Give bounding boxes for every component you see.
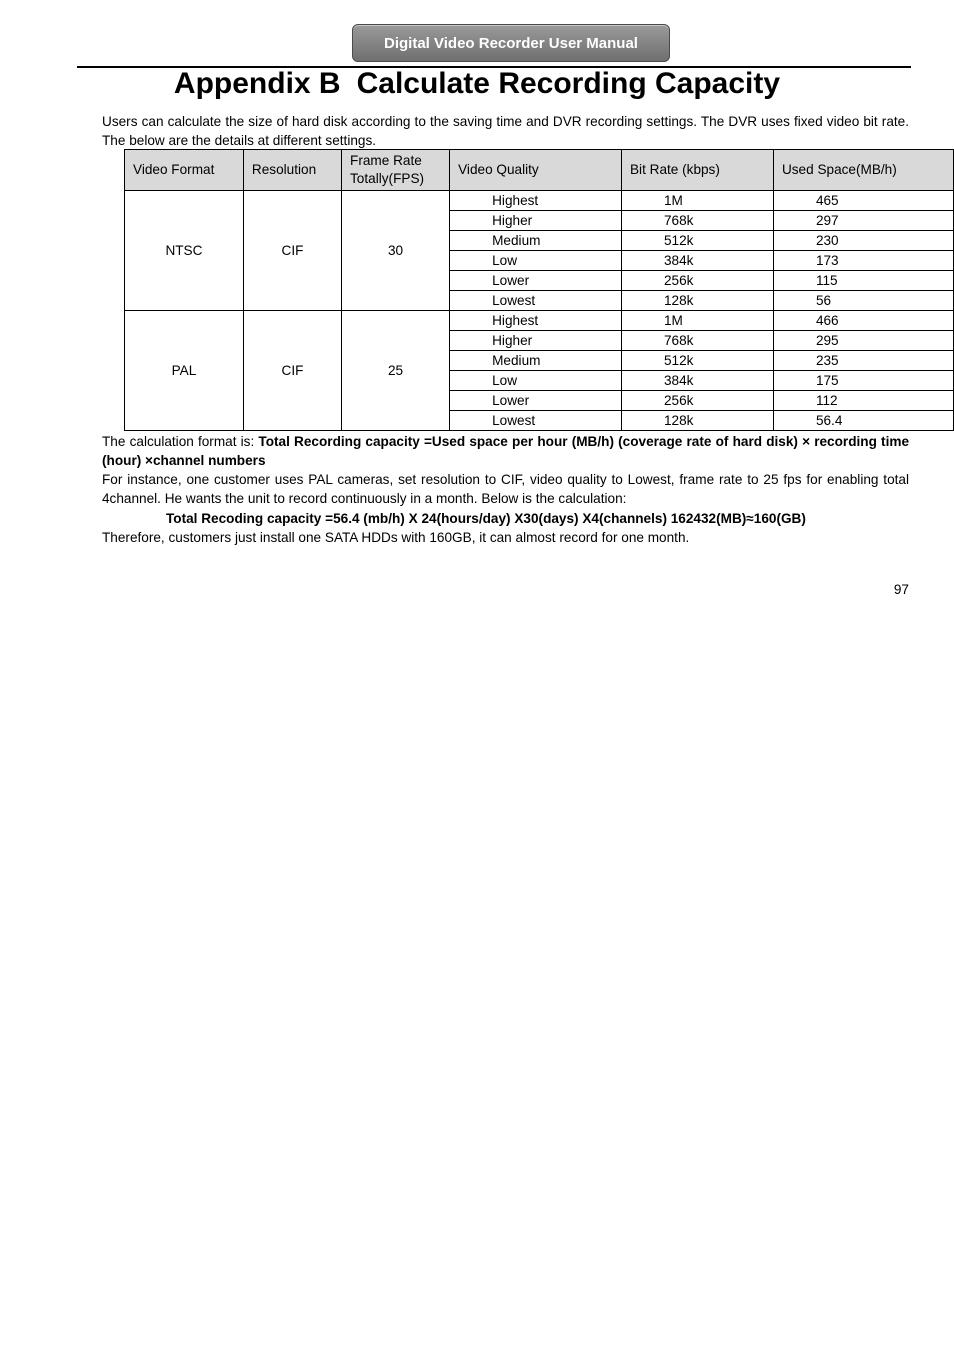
cell-quality: Higher xyxy=(450,211,622,231)
cell-format: PAL xyxy=(125,311,244,431)
cell-bitrate: 384k xyxy=(621,251,773,271)
cell-bitrate: 256k xyxy=(621,271,773,291)
cell-quality: Low xyxy=(450,371,622,391)
header-bit-rate: Bit Rate (kbps) xyxy=(621,150,773,191)
cell-bitrate: 768k xyxy=(621,331,773,351)
cell-resolution: CIF xyxy=(243,311,341,431)
cell-bitrate: 512k xyxy=(621,351,773,371)
cell-quality: Higher xyxy=(450,331,622,351)
cell-bitrate: 128k xyxy=(621,411,773,431)
cell-space: 56.4 xyxy=(773,411,953,431)
cell-bitrate: 1M xyxy=(621,311,773,331)
cell-space: 175 xyxy=(773,371,953,391)
cell-quality: Lower xyxy=(450,271,622,291)
cell-space: 112 xyxy=(773,391,953,411)
header-frame-rate: Frame Rate Totally(FPS) xyxy=(342,150,450,191)
cell-space: 295 xyxy=(773,331,953,351)
table-header-row xyxy=(125,150,954,191)
appendix-title: Calculate Recording Capacity xyxy=(356,67,781,100)
cell-fps: 25 xyxy=(342,311,450,431)
appendix-label: Appendix B xyxy=(173,67,341,100)
cell-space: 466 xyxy=(773,311,953,331)
cell-fps: 30 xyxy=(342,191,450,311)
cell-quality: Highest xyxy=(450,311,622,331)
calculation-line: Total Recoding capacity =56.4 (mb/h) X 24(hours/day) X30(days) X4(channels) 162432(MB)≈160(GB) xyxy=(166,511,806,526)
cell-space: 56 xyxy=(773,291,953,311)
cell-format: NTSC xyxy=(125,191,244,311)
cell-bitrate: 1M xyxy=(621,191,773,211)
cell-space: 235 xyxy=(773,351,953,371)
cell-space: 173 xyxy=(773,251,953,271)
cell-bitrate: 256k xyxy=(621,391,773,411)
header-video-format: Video Format xyxy=(125,150,244,191)
formula-lead: The calculation format is: xyxy=(102,434,259,449)
formula-text: Total Recording capacity =Used space per hour (MB/h) (coverage rate of hard disk) × recording time (hour) ×channel numbers xyxy=(102,434,909,468)
cell-quality: Lower xyxy=(450,391,622,411)
example-paragraph: For instance, one customer uses PAL cameras, set resolution to CIF, video quality to Lowest, frame rate to 25 fps for enabling total 4channel. He wants the unit to record continuously in a month. Below is the calculation: xyxy=(102,472,909,506)
cell-quality: Lowest xyxy=(450,411,622,431)
cell-space: 230 xyxy=(773,231,953,251)
conclusion-paragraph: Therefore, customers just install one SATA HDDs with 160GB, it can almost record for one month. xyxy=(102,530,690,545)
intro-paragraph: Users can calculate the size of hard disk according to the saving time and DVR recording settings. The DVR uses fixed video bit rate. The below are the details at different settings. xyxy=(102,114,909,148)
cell-bitrate: 768k xyxy=(621,211,773,231)
cell-space: 465 xyxy=(773,191,953,211)
cell-quality: Medium xyxy=(450,231,622,251)
header-resolution: Resolution xyxy=(243,150,341,191)
table-row xyxy=(125,191,954,211)
cell-quality: Low xyxy=(450,251,622,271)
cell-bitrate: 384k xyxy=(621,371,773,391)
page-title xyxy=(60,66,894,102)
formula-paragraph xyxy=(102,432,909,470)
cell-quality: Medium xyxy=(450,351,622,371)
manual-title-badge: Digital Video Recorder User Manual xyxy=(352,24,670,62)
page-number: 97 xyxy=(893,582,909,597)
cell-resolution: CIF xyxy=(243,191,341,311)
header-used-space: Used Space(MB/h) xyxy=(773,150,953,191)
capacity-table xyxy=(124,149,954,431)
cell-quality: Lowest xyxy=(450,291,622,311)
header-video-quality: Video Quality xyxy=(450,150,622,191)
cell-space: 297 xyxy=(773,211,953,231)
cell-bitrate: 128k xyxy=(621,291,773,311)
cell-quality: Highest xyxy=(450,191,622,211)
cell-space: 115 xyxy=(773,271,953,291)
table-row xyxy=(125,311,954,331)
cell-bitrate: 512k xyxy=(621,231,773,251)
